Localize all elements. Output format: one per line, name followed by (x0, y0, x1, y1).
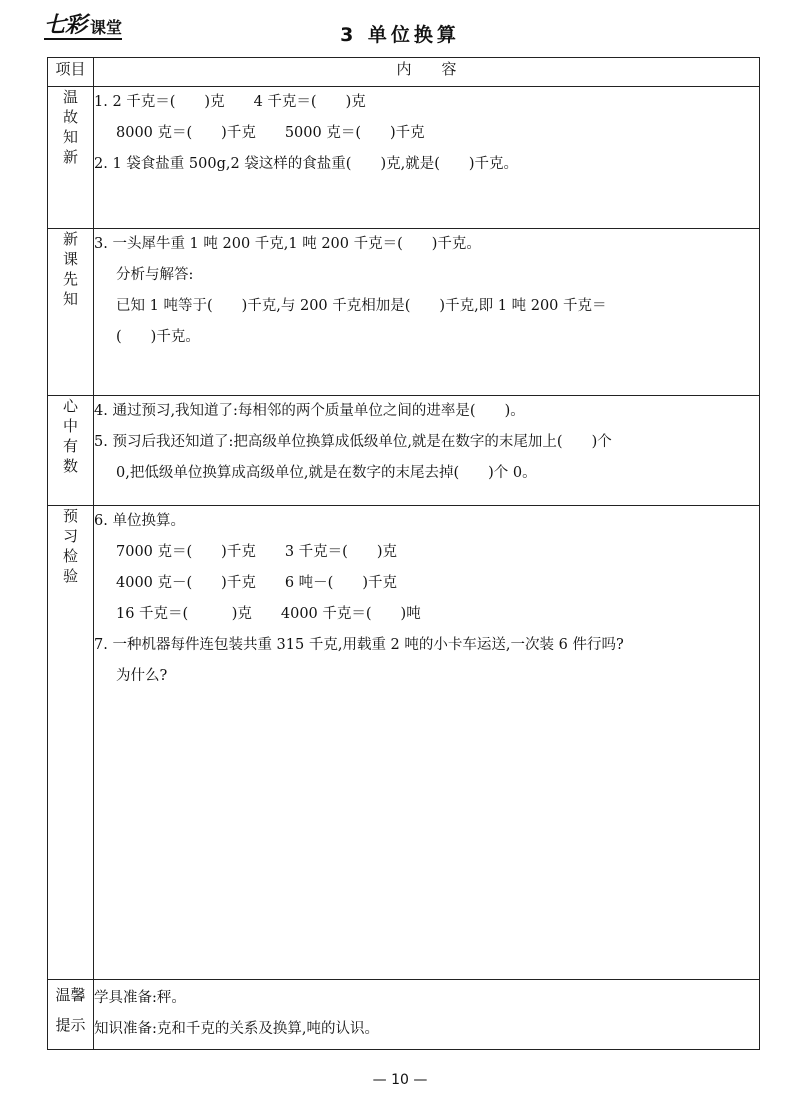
new-lesson-line-4: ( )千克。 (116, 329, 200, 345)
section-label-review: 温故知新 (48, 87, 94, 229)
section-tips (94, 980, 760, 1050)
review-line-1: 1. 2 千克＝( )克 4 千克＝( )克 (94, 94, 366, 110)
preview-line-3: 4000 克－( )千克 6 吨－( )千克 (116, 575, 397, 591)
preview-line-2: 7000 克＝( )千克 3 千克＝( )克 (116, 544, 397, 560)
new-lesson-line-3: 已知 1 吨等于( )千克,与 200 千克相加是( )千克,即 1 吨 200 千克＝ (116, 298, 607, 314)
brand-logo-mark: 七彩 (44, 12, 87, 38)
brand-logo-sub: 课堂 (90, 18, 123, 37)
review-line-2: 8000 克＝( )千克 5000 克＝( )千克 (116, 125, 425, 141)
page-title: 3 单位换算 (340, 24, 460, 46)
section-review (94, 87, 760, 229)
section-label-in-mind: 心中有数 (48, 396, 94, 506)
header-content: 内 容 (94, 58, 760, 87)
section-label-tips: 温馨 提示 (48, 980, 94, 1050)
page-number: — 10 — (372, 1072, 428, 1088)
review-line-3: 2. 1 袋食盐重 500g,2 袋这样的食盐重( )克,就是( )千克。 (94, 156, 519, 172)
section-new-lesson (94, 229, 760, 396)
header-item: 项目 (48, 58, 94, 87)
section-preview-check (94, 506, 760, 980)
preview-line-6: 为什么? (116, 668, 168, 684)
tips-line-2: 知识准备:克和千克的关系及换算,吨的认识。 (94, 1021, 379, 1037)
worksheet-table (47, 57, 760, 1050)
preview-line-4: 16 千克＝( )克 4000 千克＝( )吨 (116, 606, 421, 622)
section-label-new-lesson: 新课先知 (48, 229, 94, 396)
in-mind-line-1: 4. 通过预习,我知道了:每相邻的两个质量单位之间的进率是( )。 (94, 403, 525, 419)
section-in-mind (94, 396, 760, 506)
tips-line-1: 学具准备:秤。 (94, 990, 186, 1006)
in-mind-line-3: 0,把低级单位换算成高级单位,就是在数字的末尾去掉( )个 0。 (116, 465, 537, 481)
in-mind-line-2: 5. 预习后我还知道了:把高级单位换算成低级单位,就是在数字的末尾加上( )个 (94, 434, 612, 450)
new-lesson-line-2: 分析与解答: (116, 267, 194, 283)
section-label-preview-check: 预习检验 (48, 506, 94, 980)
new-lesson-line-1: 3. 一头犀牛重 1 吨 200 千克,1 吨 200 千克＝( )千克。 (94, 236, 481, 252)
preview-line-5: 7. 一种机器每件连包装共重 315 千克,用载重 2 吨的小卡车运送,一次装 6 件行吗? (94, 637, 624, 653)
preview-line-1: 6. 单位换算。 (94, 513, 185, 529)
